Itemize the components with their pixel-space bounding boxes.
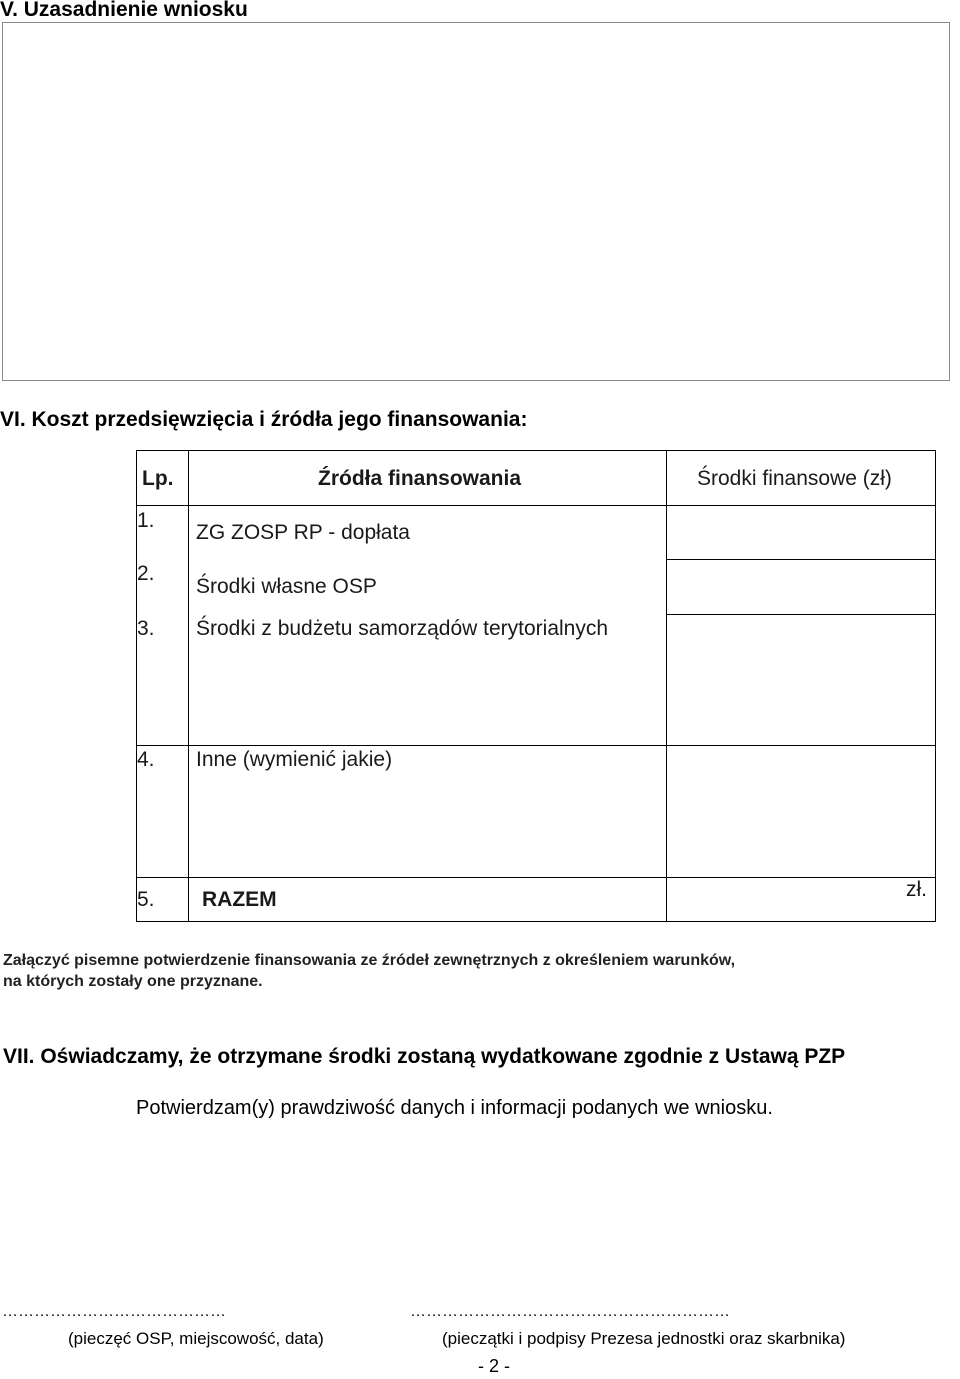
table-header-divider: [136, 505, 936, 506]
table-border-bottom: [136, 921, 936, 922]
row-3-num: 3.: [137, 617, 155, 640]
table-col-divider-amount: [666, 450, 667, 922]
table-row-divider-1: [666, 559, 936, 560]
signature-left-caption: (pieczęć OSP, miejscowość, data): [68, 1329, 324, 1348]
row-2-label: Środki własne OSP: [196, 575, 377, 598]
signature-right-caption: (pieczątki i podpisy Prezesa jednostki oraz skarbnika): [442, 1329, 846, 1348]
signature-left-dots[interactable]: ……………………………………: [2, 1303, 226, 1320]
header-lp: Lp.: [142, 467, 174, 490]
table-row-divider-2: [666, 614, 936, 615]
confirmation-text: Potwierdzam(y) prawdziwość danych i informacji podanych we wniosku.: [136, 1097, 773, 1119]
row-4-num: 4.: [137, 748, 155, 771]
justification-box[interactable]: [2, 22, 950, 381]
row-1-label: ZG ZOSP RP - dopłata: [196, 521, 410, 544]
row-3-label: Środki z budżetu samorządów terytorialnych: [196, 617, 609, 640]
table-border-right: [935, 450, 936, 922]
attachment-note-line-1: Załączyć pisemne potwierdzenie finansowania ze źródeł zewnętrznych z określeniem warunków,: [3, 952, 736, 969]
table-col-divider-lp: [188, 450, 189, 922]
page-number: - 2 -: [478, 1356, 511, 1376]
row-4-label: Inne (wymienić jakie): [196, 748, 393, 771]
section-vi-title: VI. Koszt przedsięwzięcia i źródła jego finansowania:: [0, 408, 528, 431]
table-row-divider-4: [136, 877, 936, 878]
table-border-top: [136, 450, 936, 451]
header-source: Źródła finansowania: [318, 467, 522, 490]
row-5-amount[interactable]: zł.: [906, 878, 927, 901]
attachment-note-line-2: na których zostały one przyznane.: [3, 973, 263, 990]
row-5-num: 5.: [137, 888, 155, 911]
row-1-num: 1.: [137, 509, 155, 532]
section-v-title: V. Uzasadnienie wniosku: [0, 0, 248, 21]
row-2-num: 2.: [137, 562, 155, 585]
header-amount: Środki finansowe (zł): [697, 467, 892, 490]
table-row-divider-3: [136, 745, 936, 746]
signature-right-dots[interactable]: ……………………………………………………: [410, 1303, 730, 1320]
row-5-label: RAZEM: [202, 888, 277, 911]
section-vii-title: VII. Oświadczamy, że otrzymane środki zostaną wydatkowane zgodnie z Ustawą PZP: [3, 1045, 846, 1068]
